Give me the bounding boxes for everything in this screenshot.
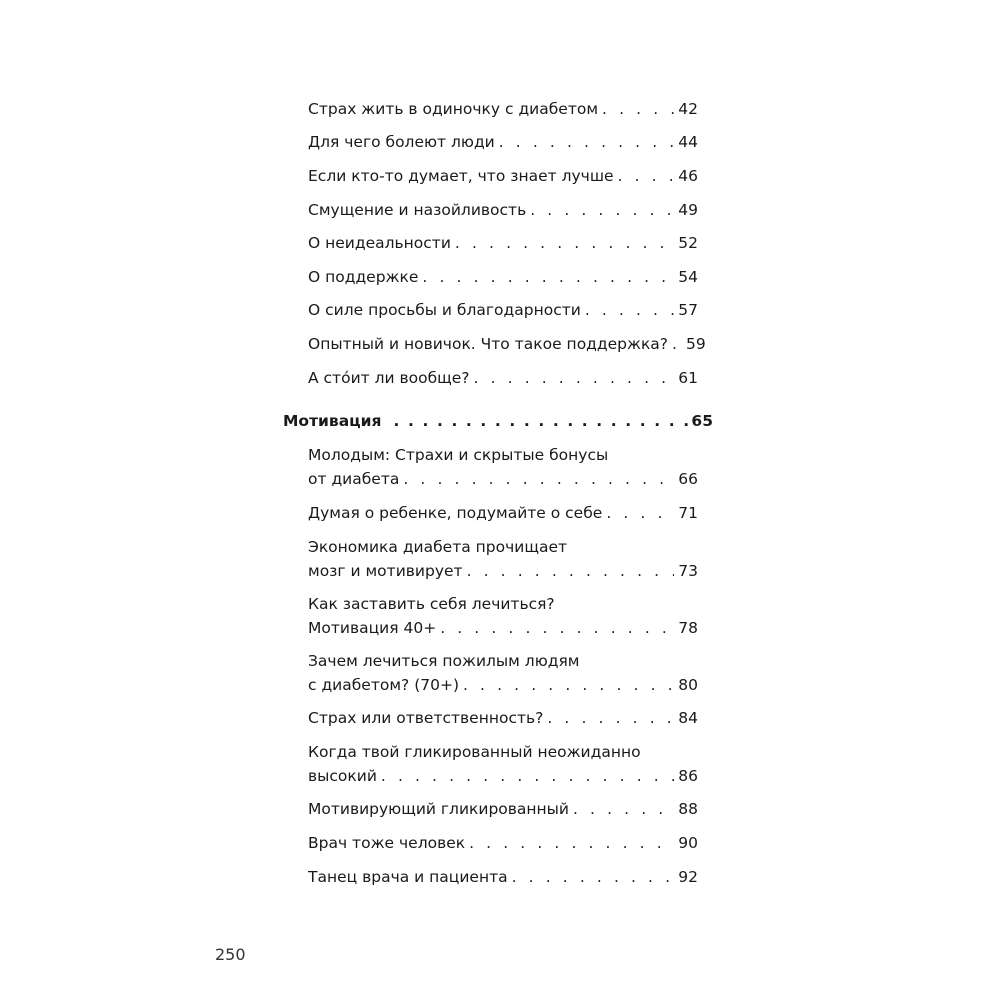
toc-entry-page-number: 57 [678, 301, 698, 319]
toc-entry [308, 706, 698, 730]
toc-entry-page-number: 84 [678, 709, 698, 727]
toc-entry-title: высокий [308, 764, 377, 788]
toc-entry-title: Страх жить в одиночку с диабетом [308, 97, 598, 121]
toc-section-title: Мотивация [283, 409, 382, 433]
dot-leader [672, 332, 682, 356]
toc-entry [308, 797, 698, 821]
toc-section-page-number: 65 [691, 412, 713, 430]
toc-entry-title-first-line: Когда твой гликированный неожиданно [308, 743, 641, 761]
toc-entry-title-first-line: Молодым: Страхи и скрытые бонусы [308, 446, 609, 464]
toc-entry [308, 831, 698, 855]
toc-entry [308, 592, 698, 640]
toc-entry-title: Танец врача и пациента [308, 865, 508, 889]
table-of-contents [283, 0, 723, 1000]
toc-entry [308, 97, 698, 121]
toc-entry-title: Мотивация 40+ [308, 616, 436, 640]
toc-entry [308, 198, 698, 222]
toc-entry-page-number: 80 [678, 676, 698, 694]
toc-entry-title: Опытный и новичок. Что такое поддержка? [308, 332, 668, 356]
toc-entry-page-number: 78 [678, 619, 698, 637]
toc-entry-page-number: 86 [678, 767, 698, 785]
toc-entry-page-number: 66 [678, 470, 698, 488]
toc-entry [308, 740, 698, 788]
toc-entry-page-number: 88 [678, 800, 698, 818]
dot-leader [547, 706, 674, 730]
dot-leader [573, 797, 674, 821]
toc-entry-title: О неидеальности [308, 231, 451, 255]
toc-entry-title-first-line: Как заставить себя лечиться? [308, 595, 555, 613]
toc-entry-title: Если кто-то думает, что знает лучше [308, 164, 614, 188]
dot-leader [422, 265, 674, 289]
toc-entry-title: Страх или ответственность? [308, 706, 543, 730]
toc-entry-page-number: 59 [686, 335, 706, 353]
toc-entry-page-number: 46 [678, 167, 698, 185]
toc-entry-page-number: 54 [678, 268, 698, 286]
dot-leader [455, 231, 674, 255]
dot-leader [469, 831, 674, 855]
toc-entry-title: Врач тоже человек [308, 831, 465, 855]
toc-entry-page-number: 90 [678, 834, 698, 852]
toc-section-heading [283, 409, 713, 433]
toc-entry [308, 649, 698, 697]
dot-leader [440, 616, 674, 640]
toc-entry [308, 535, 698, 583]
dot-leader [394, 409, 690, 433]
toc-entry-title-first-line: Экономика диабета прочищает [308, 538, 568, 556]
toc-entry-title-first-line: Зачем лечиться пожилым людям [308, 652, 580, 670]
toc-entry [308, 231, 698, 255]
toc-entry-page-number: 71 [678, 504, 698, 522]
toc-entry [308, 501, 698, 525]
dot-leader [381, 764, 674, 788]
toc-entry [308, 366, 698, 390]
toc-entry [308, 332, 706, 356]
toc-entry-title: с диабетом? (70+) [308, 673, 459, 697]
toc-entry-title: О силе просьбы и благодарности [308, 298, 581, 322]
toc-entry-page-number: 61 [678, 369, 698, 387]
dot-leader [618, 164, 675, 188]
toc-entry-title: от диабета [308, 467, 399, 491]
toc-entry [308, 265, 698, 289]
toc-entry-title: мозг и мотивирует [308, 559, 463, 583]
dot-leader [606, 501, 674, 525]
dot-leader [585, 298, 674, 322]
toc-entry [308, 130, 698, 154]
toc-entry-page-number: 49 [678, 201, 698, 219]
toc-entry-page-number: 44 [678, 133, 698, 151]
page-number: 250 [215, 945, 246, 964]
toc-entry-page-number: 73 [678, 562, 698, 580]
toc-entry [308, 164, 698, 188]
toc-entry-page-number: 92 [678, 868, 698, 886]
toc-entry [308, 443, 698, 491]
dot-leader [467, 559, 675, 583]
dot-leader [499, 130, 675, 154]
toc-entry-page-number: 42 [678, 100, 698, 118]
toc-entry-title: Смущение и назойливость [308, 198, 526, 222]
toc-entry-title: Думая о ребенке, подумайте о себе [308, 501, 602, 525]
toc-entry-page-number: 52 [678, 234, 698, 252]
dot-leader [474, 366, 675, 390]
toc-entry-title: А сто́ит ли вообще? [308, 366, 470, 390]
dot-leader [530, 198, 674, 222]
dot-leader [403, 467, 674, 491]
toc-entry-title: О поддержке [308, 265, 418, 289]
dot-leader [512, 865, 675, 889]
toc-entry-title: Мотивирующий гликированный [308, 797, 569, 821]
toc-entry-title: Для чего болеют люди [308, 130, 495, 154]
toc-entry [308, 298, 698, 322]
toc-entry [308, 865, 698, 889]
dot-leader [463, 673, 674, 697]
dot-leader [602, 97, 674, 121]
